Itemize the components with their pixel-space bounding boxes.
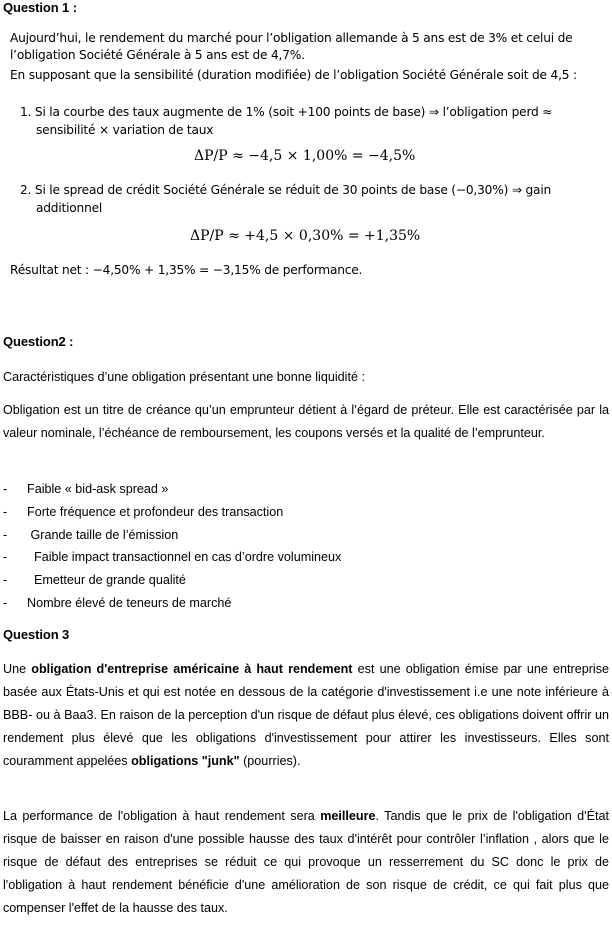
q1-result: Résultat net : −4,50% + 1,35% = −3,15% de performance. (10, 263, 363, 277)
q3-paragraph-1: Une obligation d'entreprise américaine à haut rendement est une obligation émise par une entreprise basée aux États-Unis et qui est notée en dessous de la catégorie d'investissement i.e une note inférieure à BBB- ou à Baa3. En raison de la perception d'un risque de défaut plus élevé, ces obligations doivent offrir un rendement plus élevé que les obligations d'investissement pour attirer les investisseurs. Elles sont couramment appelées obligations "junk" (pourries). (3, 662, 609, 768)
q1-formula-1: ΔP/P ≈ −4,5 × 1,00% = −4,5% (194, 148, 416, 164)
q1-item1-line-1: 1. Si la courbe des taux augmente de 1% (soit +100 points de base) ⇒ l’obligation perd ≈ (20, 105, 553, 119)
list-item: - Emetteur de grande qualité (3, 573, 186, 588)
q1-intro-line-2: l’obligation Société Générale à 5 ans est de 4,7%. (10, 48, 305, 62)
q1-intro-line-1: Aujourd’hui, le rendement du marché pour l’obligation allemande à 5 ans est de 3% et celui de (10, 31, 573, 45)
q1-item2-line-1: 2. Si le spread de crédit Société Générale se réduit de 30 points de base (−0,30%) ⇒ gain (20, 183, 552, 197)
q1-formula-2: ΔP/P ≈ +4,5 × 0,30% = +1,35% (190, 228, 421, 244)
q1-heading: Question 1 : (3, 0, 77, 15)
q2-heading: Question2 : (3, 334, 74, 349)
q2-definition: Obligation est un titre de créance qu’un emprunteur détient à l’égard de préteur. Elle est caractérisée par la valeur nominale, l’échéance de remboursement, les coupons versés et la qualité de l’emprunteur. (3, 403, 609, 440)
list-item: - Nombre élevé de teneurs de marché (3, 595, 232, 610)
q1-intro-line-3: En supposant que la sensibilité (duration modifiée) de l’obligation Société Générale soit de 4,5 : (10, 68, 577, 82)
list-item: - Forte fréquence et profondeur des transaction (3, 504, 284, 519)
list-item: - Faible impact transactionnel en cas d’ordre volumineux (3, 550, 342, 565)
q2-liquidity-list (3, 478, 341, 615)
list-item: - Grande taille de l’émission (3, 527, 179, 542)
q1-item1-line-2: sensibilité × variation de taux (36, 123, 214, 137)
q3-paragraph-2: La performance de l'obligation à haut rendement sera meilleure. Tandis que le prix de l'obligation d'État risque de baisser en raison d'une possible hausse des taux d'intérêt pour contrôler l’inflation , alors que le risque de défaut des entreprises se réduit ce qui provoque un resserrement du SC donc le prix de l'obligation à haut rendement bénéficie d'une amélioration de son risque de crédit, ce qui fait plus que compenser l'effet de la hausse des taux. (3, 809, 609, 915)
q3-heading: Question 3 (3, 627, 70, 642)
q1-item2-line-2: additionnel (36, 201, 103, 215)
list-item: - Faible « bid-ask spread » (3, 482, 169, 496)
q2-subtitle: Caractéristiques d’une obligation présentant une bonne liquidité : (3, 370, 365, 384)
